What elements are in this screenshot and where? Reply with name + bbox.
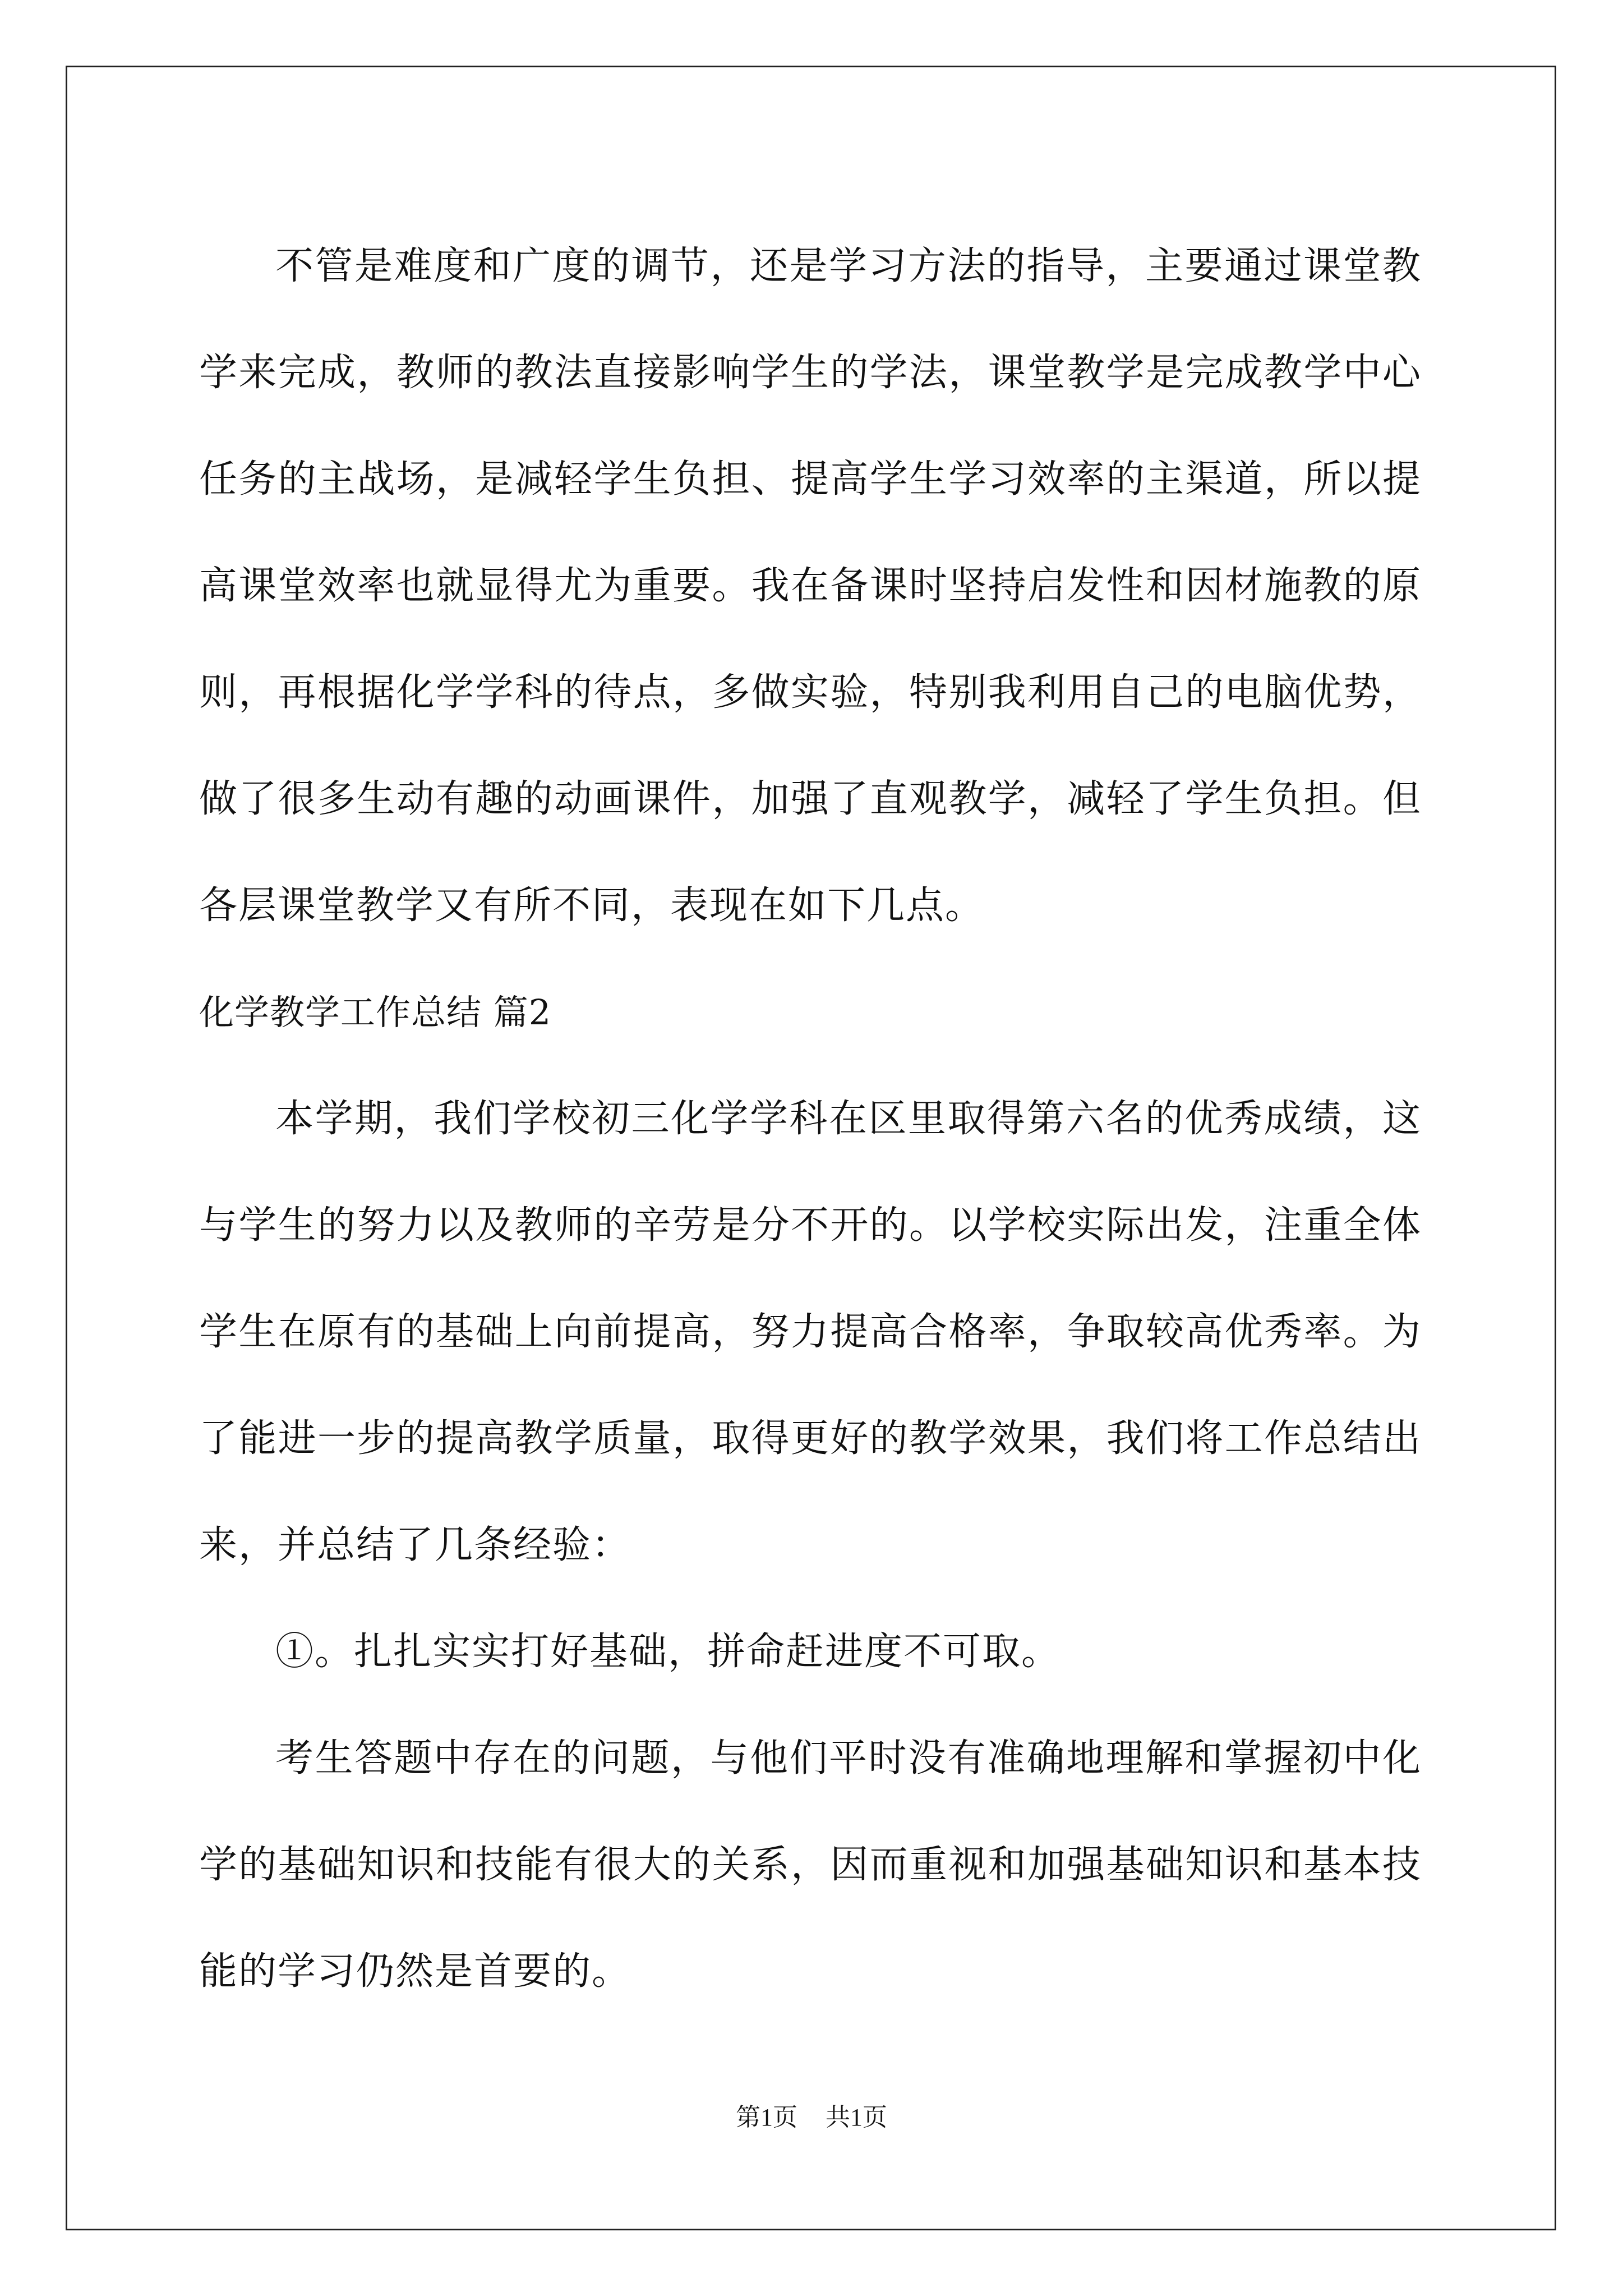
page-footer <box>0 2101 1623 2134</box>
document-body <box>199 213 1422 2025</box>
section-heading: 化学教学工作总结 篇2 <box>199 992 552 1033</box>
paragraph-3: ①。扎扎实实打好基础，拼命赶进度不可取。 <box>275 1630 1061 1674</box>
paragraph-2: 本学期，我们学校初三化学学科在区里取得第六名的优秀成绩，这与学生的努力以及教师的辛劳是分不开的。以学校实际出发，注重全体学生在原有的基础上向前提高，努力提高合格率，争取较高优秀率。为了能进一步的提高教学质量，取得更好的教学效果，我们将工作总结出来，并总结了几条经验： <box>199 1097 1422 1567</box>
page-total: 共1页 <box>826 2104 887 2131</box>
paragraph-4: 考生答题中存在的问题，与他们平时没有准确地理解和掌握初中化学的基础知识和技能有很大的关系，因而重视和加强基础知识和基本技能的学习仍然是首要的。 <box>199 1736 1422 1994</box>
paragraph-1: 不管是难度和广度的调节，还是学习方法的指导，主要通过课堂教学来完成，教师的教法直接影响学生的学法，课堂教学是完成教学中心任务的主战场，是减轻学生负担、提高学生学习效率的主渠道，所以提高课堂效率也就显得尤为重要。我在备课时坚持启发性和因材施教的原则，再根据化学学科的待点，多做实验，特别我利用自己的电脑优势，做了很多生动有趣的动画课件，加强了直观教学，减轻了学生负担。但各层课堂教学又有所不同，表现在如下几点。 <box>199 244 1422 928</box>
page-number: 第1页 <box>736 2104 797 2131</box>
